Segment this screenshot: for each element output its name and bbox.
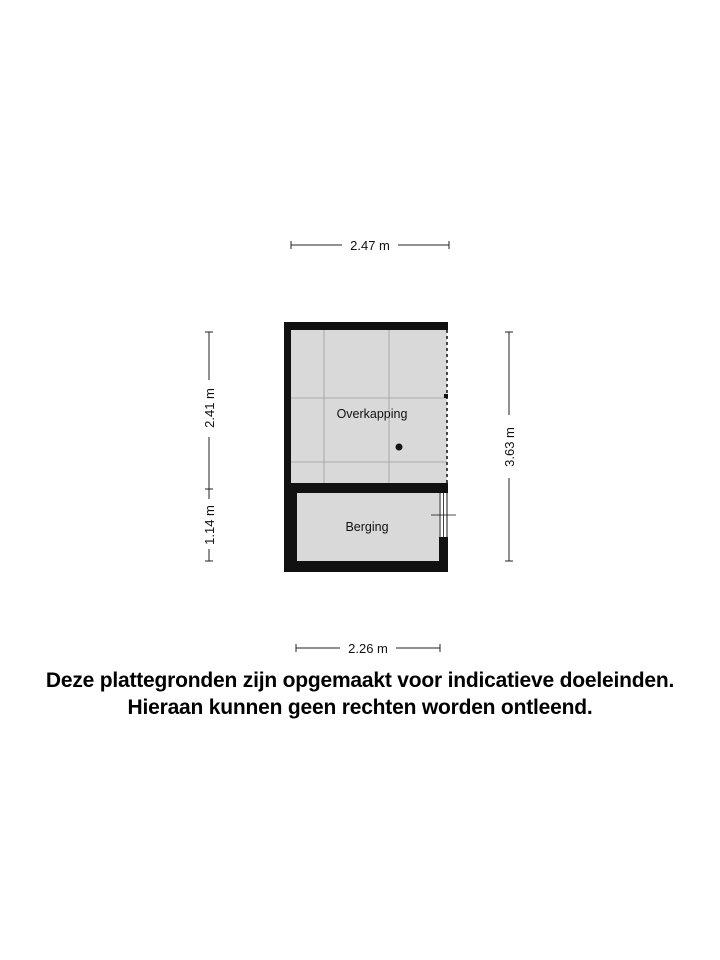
disclaimer-line-2: Hieraan kunnen geen rechten worden ontleend.: [127, 696, 593, 719]
wall-top: [284, 322, 448, 330]
wall-berging-right-upper: [439, 483, 448, 493]
wall-berging-inner-top: [291, 488, 439, 493]
dimension-left-lower-height-label: 1.14 m: [202, 505, 217, 545]
dimension-left-lower-height: [202, 489, 217, 561]
wall-bottom: [284, 561, 448, 572]
edge-marker: [444, 394, 448, 398]
wall-berging-inner-left: [291, 483, 297, 563]
dimension-left-upper-height: [202, 332, 217, 489]
wall-left: [284, 322, 291, 572]
dimension-left-upper-height-label: 2.41 m: [202, 388, 217, 428]
dimension-top-width: [291, 238, 449, 253]
column-post-icon: [396, 444, 403, 451]
disclaimer-line-1: Deze plattegronden zijn opgemaakt voor indicatieve doeleinden.: [45, 669, 675, 692]
dimension-right-height: [502, 332, 517, 561]
dimension-right-height-label: 3.63 m: [502, 427, 517, 467]
wall-berging-right-lower: [439, 537, 448, 567]
dimension-bottom-width: [296, 641, 440, 656]
room-label-overkapping: Overkapping: [336, 407, 408, 421]
room-label-berging: Berging: [345, 520, 389, 534]
wall-divider: [291, 483, 448, 488]
dimension-bottom-width-label: 2.26 m: [348, 641, 388, 656]
dimension-top-width-label: 2.47 m: [350, 238, 390, 253]
